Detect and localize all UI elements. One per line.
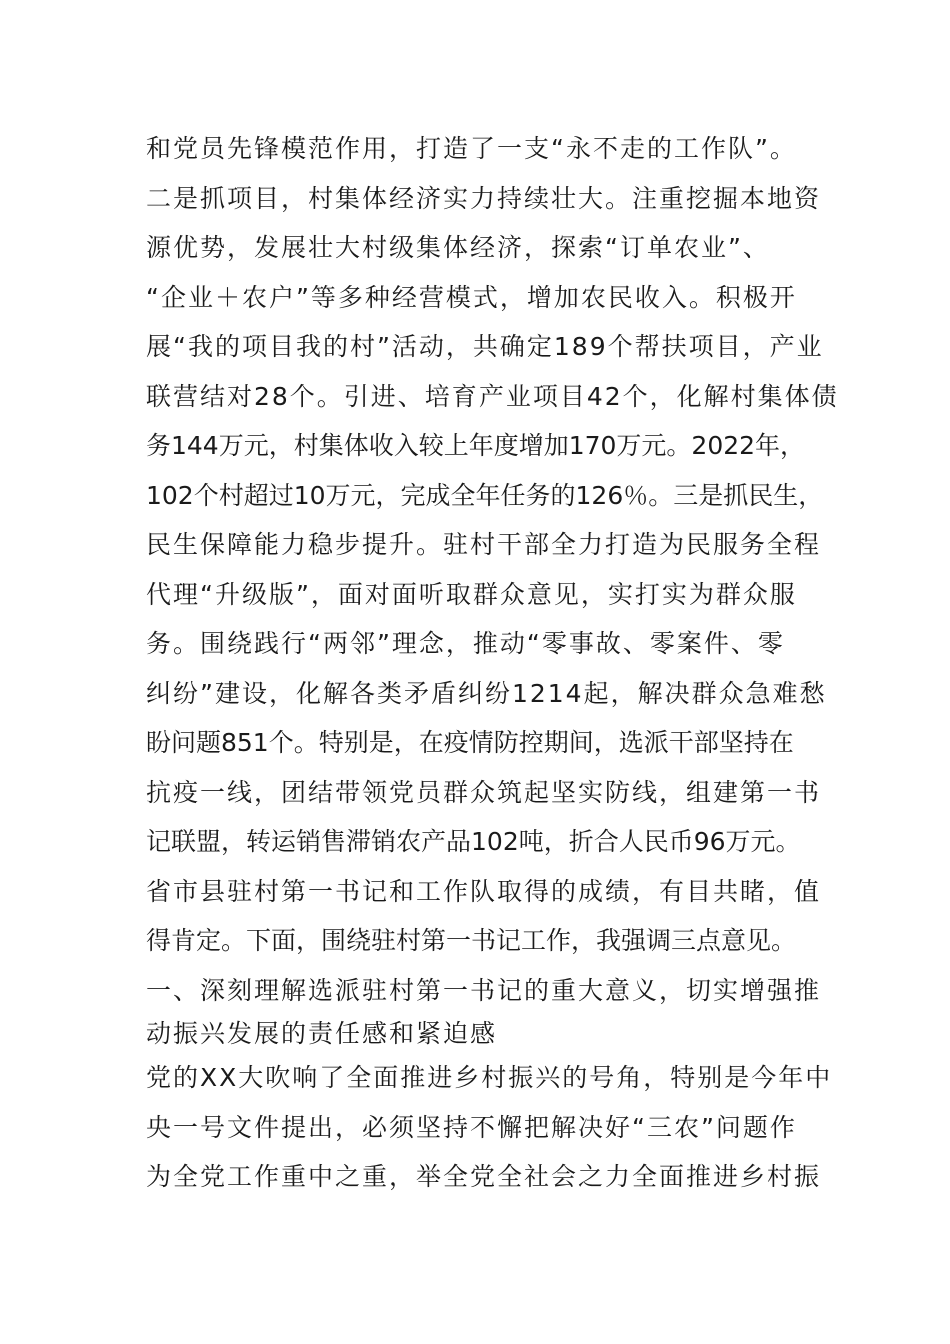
text-line: 务144万元，村集体收入较上年度增加170万元。2022年， <box>146 431 806 460</box>
text-line: 联营结对28个。引进、培育产业项目42个，化解村集体债 <box>146 381 839 411</box>
body-text <box>146 124 846 1202</box>
text-line: 102个村超过10万元，完成全年任务的126％。三是抓民生， <box>146 480 824 510</box>
text-line: 央一号文件提出，必须坚持不懈把解决好“三农”问题作 <box>146 1112 797 1142</box>
text-line: 党的XX大吹响了全面推进乡村振兴的号角，特别是今年中 <box>146 1063 833 1092</box>
text-line: 纠纷”建设，化解各类矛盾纠纷1214起，解决群众急难愁 <box>146 678 827 708</box>
text-line: 源优势，发展壮大村级集体经济，探索“订单农业”、 <box>146 233 770 262</box>
text-line: 务。围绕践行“两邻”理念，推动“零事故、零案件、零 <box>146 629 785 658</box>
text-line: 为全党工作重中之重，举全党全社会之力全面推进乡村振 <box>146 1162 822 1191</box>
text-line: 得肯定。下面，围绕驻村第一书记工作，我强调三点意见。 <box>146 926 797 955</box>
text-line: 二是抓项目，村集体经济实力持续壮大。注重挖掘本地资 <box>146 183 822 213</box>
text-line: 抗疫一线，团结带领党员群众筑起坚实防线，组建第一书 <box>146 777 822 807</box>
text-line: 盼问题851个。特别是，在疫情防控期间，选派干部坚持在 <box>146 728 794 757</box>
text-line: “企业＋农户”等多种经营模式，增加农民收入。积极开 <box>146 282 797 312</box>
text-line: 展“我的项目我的村”活动，共确定189个帮扶项目，产业 <box>146 332 824 361</box>
section-heading-line-1: 一、深刻理解选派驻村第一书记的重大意义，切实增强推 <box>146 975 822 1005</box>
section-heading-line-2: 动振兴发展的责任感和紧迫感 <box>146 1019 498 1048</box>
text-line: 省市县驻村第一书记和工作队取得的成绩，有目共睹，值 <box>146 876 822 906</box>
text-line: 和党员先锋模范作用，打造了一支“永不走的工作队”。 <box>146 134 797 163</box>
text-line: 民生保障能力稳步提升。驻村干部全力打造为民服务全程 <box>146 530 822 559</box>
text-line: 记联盟，转运销售滞销农产品102吨，折合人民币96万元。 <box>146 827 801 856</box>
text-line: 代理“升级版”，面对面听取群众意见，实打实为群众服 <box>146 579 797 609</box>
